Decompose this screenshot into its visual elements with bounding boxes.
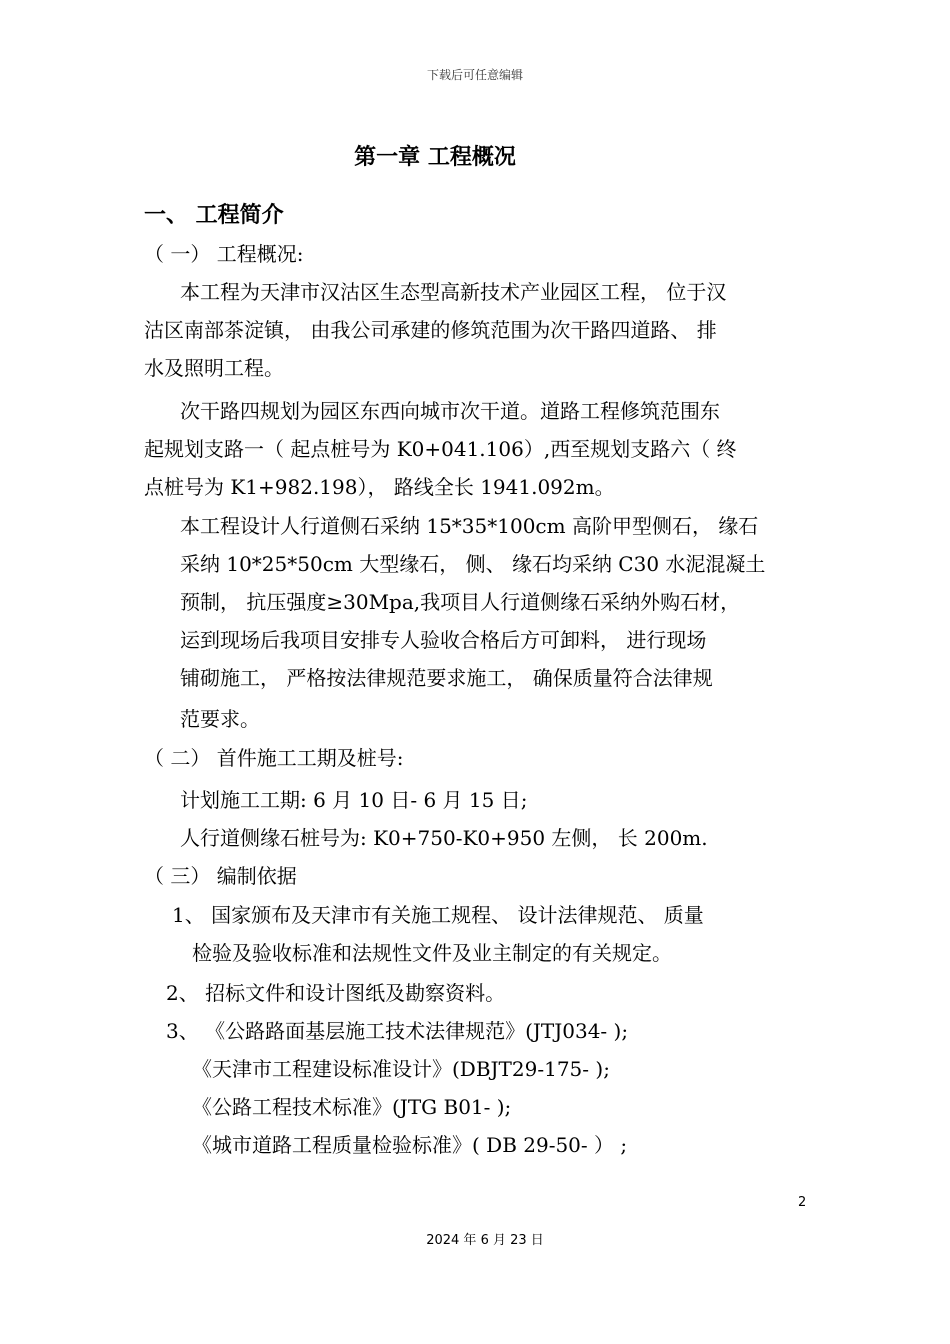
paragraph-line: 沽区南部茶淀镇， 由我公司承建的修筑范围为次干路四道路、 排 <box>144 318 717 342</box>
subsection-title-3: （ 三） 编制依据 <box>144 864 297 888</box>
basis-item: 《天津市工程建设标准设计》(DBJT29-175- ); <box>192 1057 610 1081</box>
paragraph-line: 范要求。 <box>180 707 260 731</box>
section-title: 一、 工程简介 <box>144 203 284 228</box>
basis-item: 《公路工程技术标准》(JTG B01- ); <box>192 1095 512 1119</box>
paragraph-line: 次干路四规划为园区东西向城市次干道。道路工程修筑范围东 <box>180 399 720 423</box>
chapter-title: 第一章 工程概况 <box>354 145 516 170</box>
page-header: 下载后可任意编辑 <box>426 68 523 82</box>
paragraph-line: 水及照明工程。 <box>144 356 284 380</box>
paragraph-line: 起规划支路一（ 起点桩号为 K0+041.106）,西至规划支路六（ 终 <box>144 437 737 461</box>
paragraph-line: 运到现场后我项目安排专人验收合格后方可卸料， 进行现场 <box>180 628 707 652</box>
subsection-title-1: （ 一） 工程概况: <box>144 242 304 266</box>
basis-item: 检验及验收标准和法规性文件及业主制定的有关规定。 <box>192 941 672 965</box>
paragraph-line: 本工程为天津市汉沽区生态型高新技术产业园区工程， 位于汉 <box>180 280 727 304</box>
subsection-title-2: （ 二） 首件施工工期及桩号: <box>144 746 404 770</box>
paragraph-line: 本工程设计人行道侧石采纳 15*35*100cm 高阶甲型侧石， 缘石 <box>180 514 759 538</box>
paragraph-line: 预制， 抗压强度≥30Mpa,我项目人行道侧缘石采纳外购石材， <box>180 590 741 614</box>
station-line: 人行道侧缘石桩号为: K0+750-K0+950 左侧， 长 200m. <box>180 826 708 850</box>
basis-item: 2、 招标文件和设计图纸及勘察资料。 <box>166 981 506 1005</box>
basis-item: 《城市道路工程质量检验标准》( DB 29-50- ） ; <box>192 1133 628 1157</box>
schedule-line: 计划施工工期: 6 月 10 日- 6 月 15 日; <box>180 788 528 812</box>
paragraph-line: 点桩号为 K1+982.198）， 路线全长 1941.092m。 <box>144 475 615 499</box>
paragraph-line: 采纳 10*25*50cm 大型缘石， 侧、 缘石均采纳 C30 水泥混凝土 <box>180 552 766 576</box>
paragraph-line: 铺砌施工， 严格按法律规范要求施工， 确保质量符合法律规 <box>180 666 713 690</box>
basis-item: 1、 国家颁布及天津市有关施工规程、 设计法律规范、 质量 <box>172 903 704 927</box>
footer-date: 2024 年 6 月 23 日 <box>426 1233 544 1248</box>
basis-item: 3、 《公路路面基层施工技术法律规范》(JTJ034- ); <box>166 1019 629 1043</box>
page-number: 2 <box>798 1195 807 1210</box>
